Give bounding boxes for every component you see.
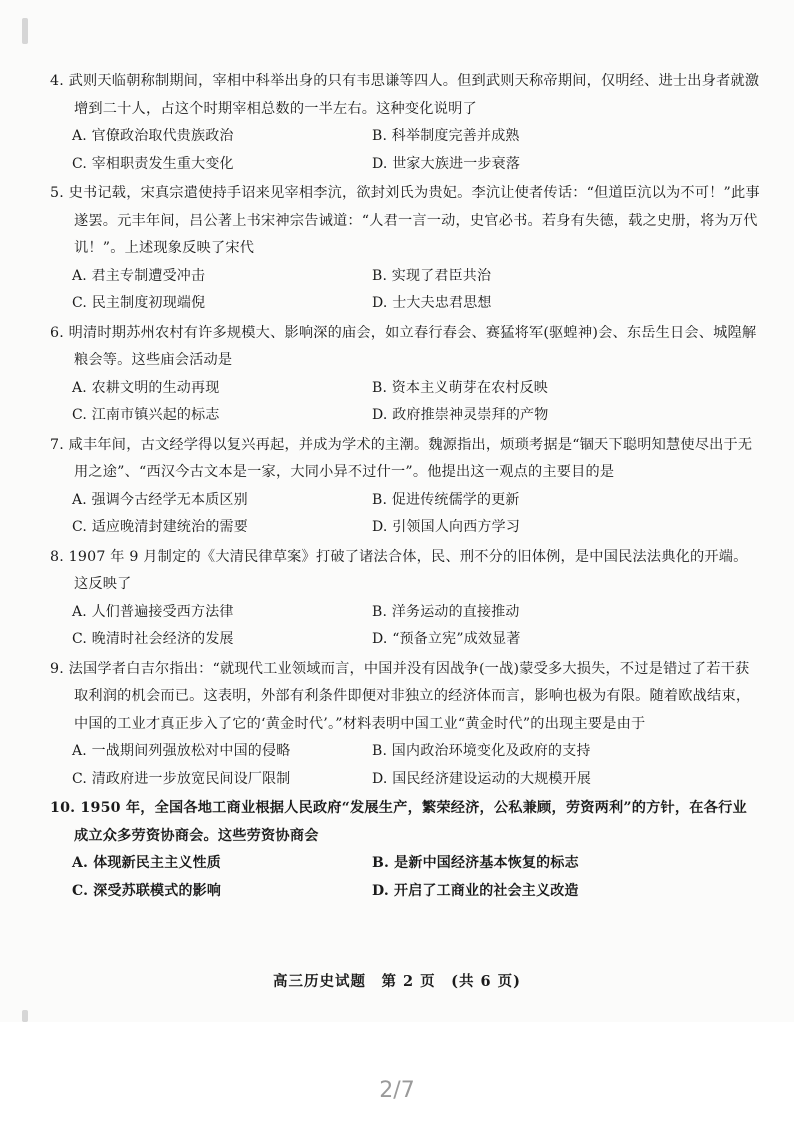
question-stem: 9. 法国学者白吉尔指出：“就现代工业领域而言，中国并没有因战争(一战)蒙受多大损失，不过是错过了若干获取利润的机会而已。这表明，外部有利条件即便对非独立的经济体而言，影响也极为有限。随着欧战结束，中国的工业才真正步入了它的‘黄金时代’。”材料表明中国工业“黄金时代”的出现主要是由于 [50,660,751,732]
option-a: A. 君主专制遭受冲击 [72,267,206,284]
question-stem: 10. 1950 年，全国各地工商业根据人民政府“发展生产，繁荣经济，公私兼顾，劳资两利”的方针，在各行业成立众多劳资协商会。这些劳资协商会 [50,800,747,844]
option-grid [40,738,760,793]
option-c: C. 民主制度初现端倪 [72,295,206,311]
question-9 [40,656,760,794]
option-d: D. 士大夫忠君思想 [372,295,492,311]
option-grid [40,123,760,178]
question-10 [40,795,760,905]
option-grid [40,375,760,430]
question-7 [40,432,760,542]
option-d: D. 国民经济建设运动的大规模开展 [372,770,592,787]
question-stem: 6. 明清时期苏州农村有许多规模大、影响深的庙会，如立春行春会、赛猛将军(驱蝗神)会、东岳生日会、城隍解粮会等。这些庙会活动是 [50,324,757,368]
option-a: A. 官僚政治取代贵族政治 [72,128,234,144]
option-c: C. 深受苏联模式的影响 [72,882,222,899]
question-stem: 8. 1907 年 9 月制定的《大清民律草案》打破了诸法合体，民、刑不分的旧体例，是中国民法法典化的开端。这反映了 [50,548,748,592]
option-d: D. 世家大族进一步衰落 [372,155,521,172]
option-b: B. 是新中国经济基本恢复的标志 [372,855,579,871]
question-5 [40,180,760,318]
question-list [40,68,760,907]
option-d: D. “预备立宪”成效显著 [372,631,521,647]
option-b: B. 实现了君臣共治 [372,267,492,284]
page-indicator: 2/7 [379,1078,415,1103]
question-8 [40,544,760,654]
question-stem: 7. 咸丰年间，古文经学得以复兴再起，并成为学术的主潮。魏源指出，烦琐考据是“锢天下聪明知慧使尽出于无用之途”、“西汉今古文本是一家，大同小异不过什一”。他提出这一观点的主要目的是 [50,436,753,480]
option-c: C. 江南市镇兴起的标志 [72,407,220,423]
scan-edge-mark [22,18,28,44]
option-c: C. 宰相职责发生重大变化 [72,155,234,172]
option-c: C. 适应晚清封建统治的需要 [72,519,248,535]
option-grid [40,850,760,905]
option-b: B. 洋务运动的直接推动 [372,603,520,620]
option-b: B. 资本主义萌芽在农村反映 [372,379,548,396]
option-grid [40,263,760,318]
question-4 [40,68,760,178]
option-grid [40,599,760,654]
page-footer: 高三历史试题 第 2 页 (共 6 页) [272,973,522,990]
question-stem: 5. 史书记载，宋真宗遣使持手诏来见宰相李沆，欲封刘氏为贵妃。李沆让使者传话：“但道臣沆以为不可！”此事遂罢。元丰年间，吕公著上书宋神宗告诫道：“人君一言一动，史官必书。若身有失德，载之史册，将为万代讥！”。上述现象反映了宋代 [50,185,760,256]
option-b: B. 国内政治环境变化及政府的支持 [372,743,591,759]
option-grid [40,487,760,542]
option-d: D. 引领国人向西方学习 [372,519,521,535]
option-c: C. 清政府进一步放宽民间设厂限制 [72,770,291,787]
option-d: D. 开启了工商业的社会主义改造 [372,882,579,899]
option-b: B. 促进传统儒学的更新 [372,491,520,508]
question-6 [40,320,760,430]
question-stem: 4. 武则天临朝称制期间，宰相中科举出身的只有韦思谦等四人。但到武则天称帝期间，仅明经、进士出身者就激增到二十人，占这个时期宰相总数的一半左右。这种变化说明了 [50,73,760,117]
scan-edge-mark [22,1010,28,1022]
option-c: C. 晚清时社会经济的发展 [72,631,234,647]
option-a: A. 一战期间列强放松对中国的侵略 [72,743,291,759]
option-a: A. 强调今古经学无本质区别 [72,491,248,508]
option-a: A. 人们普遍接受西方法律 [72,603,234,620]
option-a: A. 农耕文明的生动再现 [72,379,220,396]
option-a: A. 体现新民主主义性质 [72,855,222,871]
option-d: D. 政府推崇神灵崇拜的产物 [372,407,549,423]
option-b: B. 科举制度完善并成熟 [372,128,520,144]
